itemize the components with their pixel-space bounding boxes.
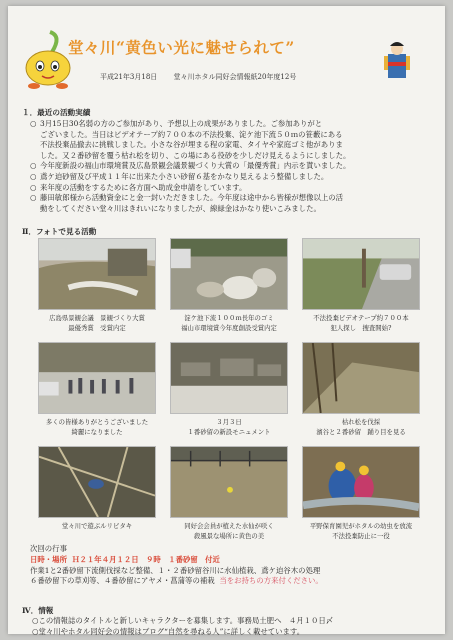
photo-fence-field bbox=[170, 446, 288, 518]
photo-garbage-piles bbox=[170, 238, 288, 310]
photo-caption: 枯れ松を伐採 濱谷と２番砂留 踊り目を見る bbox=[316, 418, 406, 436]
firefly-mascot-icon bbox=[22, 28, 74, 90]
list-item: ○ 3月15日30名弱の方のご参加があり、予想以上の成果がありました。ご参加ありがと ございました。当日はビデオテープ約７００本の不法投棄、淀ケ池下流５０ｍの笹藪にある 不法投棄品撤去に挑戦しました。小さな谷が埋まる程の家電、タイヤや家庭ゴミ他がありま した。又２番砂留を覆う枯れ松を切り、この場にある役砂を少しだけ見えるようにしました。 bbox=[30, 119, 351, 160]
next-event-heading: 次回の行事 bbox=[30, 544, 67, 553]
photo-volunteers-group bbox=[38, 342, 156, 414]
newsletter-title: 堂々川“黄色い光に魅せられて” bbox=[68, 38, 295, 57]
section-photos-heading: Ⅱ．フォトで見る活動 bbox=[22, 227, 97, 236]
photo-cleared-slope bbox=[302, 342, 420, 414]
photo-grid bbox=[38, 238, 418, 540]
photo-monument-stones bbox=[170, 342, 288, 414]
photo-children-stream bbox=[302, 446, 420, 518]
photo-caption: 不法投棄ビデオテープ約７００本 犯人探し 捜査開始? bbox=[313, 314, 409, 332]
list-item: ○堂々川やホタル同好会の情報はブログ“自然を尋ねる人”に詳しく載せています。 bbox=[32, 626, 305, 636]
next-event-datetime: 日時・場所 Ｈ２１年４月１２日 ９時 １番砂留 付近 bbox=[30, 554, 220, 564]
list-item: ○この情報誌のタイトルと新しいキャラクターを募集します。事務局土肥へ ４月１０日〆 bbox=[32, 616, 334, 625]
list-item: ○ 今年度新設の福山市環境賞及広島景観会議景観づくり大賞の「最優秀賞」内示を貰いました。 bbox=[30, 161, 351, 171]
next-event-work-1: 作業1と2番砂留下流側伐採など整備、１・２番砂留谷川に水仙植栽、鳶ケ迫谷木の処理 bbox=[30, 565, 321, 575]
info-list bbox=[32, 616, 333, 637]
photo-caption: ３月３日 １番砂留の新設モニュメント bbox=[187, 418, 271, 436]
activities-list bbox=[30, 119, 425, 214]
photo-caption: 平野保育園児がホタルの幼虫を放流 不法投棄防止に一役 bbox=[309, 522, 413, 540]
next-event-work-2: ６番砂留下の草刈等、４番砂留にアヤメ・菖蒲等の補栽 当をお持ちの方来付ください。 bbox=[30, 576, 323, 586]
doll-illustration-icon bbox=[382, 40, 412, 80]
issue-line bbox=[100, 72, 310, 82]
photo-road-car bbox=[302, 238, 420, 310]
photo-bird-branches bbox=[38, 446, 156, 518]
photo-caption: 多くの皆様ありがとうございました 綺麗になりました bbox=[45, 418, 149, 436]
newsletter-page bbox=[8, 6, 445, 634]
photo-caption: 同好会会員が植えた水仙が咲く 殺風景な場所に黄色の美 bbox=[184, 522, 274, 540]
photo-caption: 広島県景観会議 景観づくり大賞 最優秀賞 受賞内定 bbox=[49, 314, 145, 332]
list-item: ○ 来年度の活動をするために各方面へ助成金申請をしています。 bbox=[30, 182, 247, 192]
section-activities-heading: １．最近の活動実績 bbox=[22, 108, 91, 117]
publisher-name: 堂々川ホタル同好会情報紙20年度12号 bbox=[173, 73, 297, 81]
section-info-heading: Ⅳ．情報 bbox=[22, 606, 54, 615]
list-item: ○ 鳶ケ迫砂留及び平成１１年に出来た小さい砂留６基をかなり見えるよう整備しました。 bbox=[30, 171, 329, 181]
next-event bbox=[30, 544, 323, 587]
issue-date: 平成21年3月18日 bbox=[100, 73, 158, 81]
photo-caption: 淀ケ池下流１００ｍ長年のゴミ 福山市環境賞今年度創設受賞内定 bbox=[181, 314, 277, 332]
list-item: ○ 藤田敏郎様から活動資金にと金一封いただきました。今年度は途中から皆様が想像以上の活 動をしてください堂々川はきれいになりましたが、線緑金はかなり使いこみました。 bbox=[30, 193, 344, 213]
photo-bridge-stream bbox=[38, 238, 156, 310]
photo-caption: 堂々川で遊ぶルリビタキ bbox=[61, 522, 133, 530]
